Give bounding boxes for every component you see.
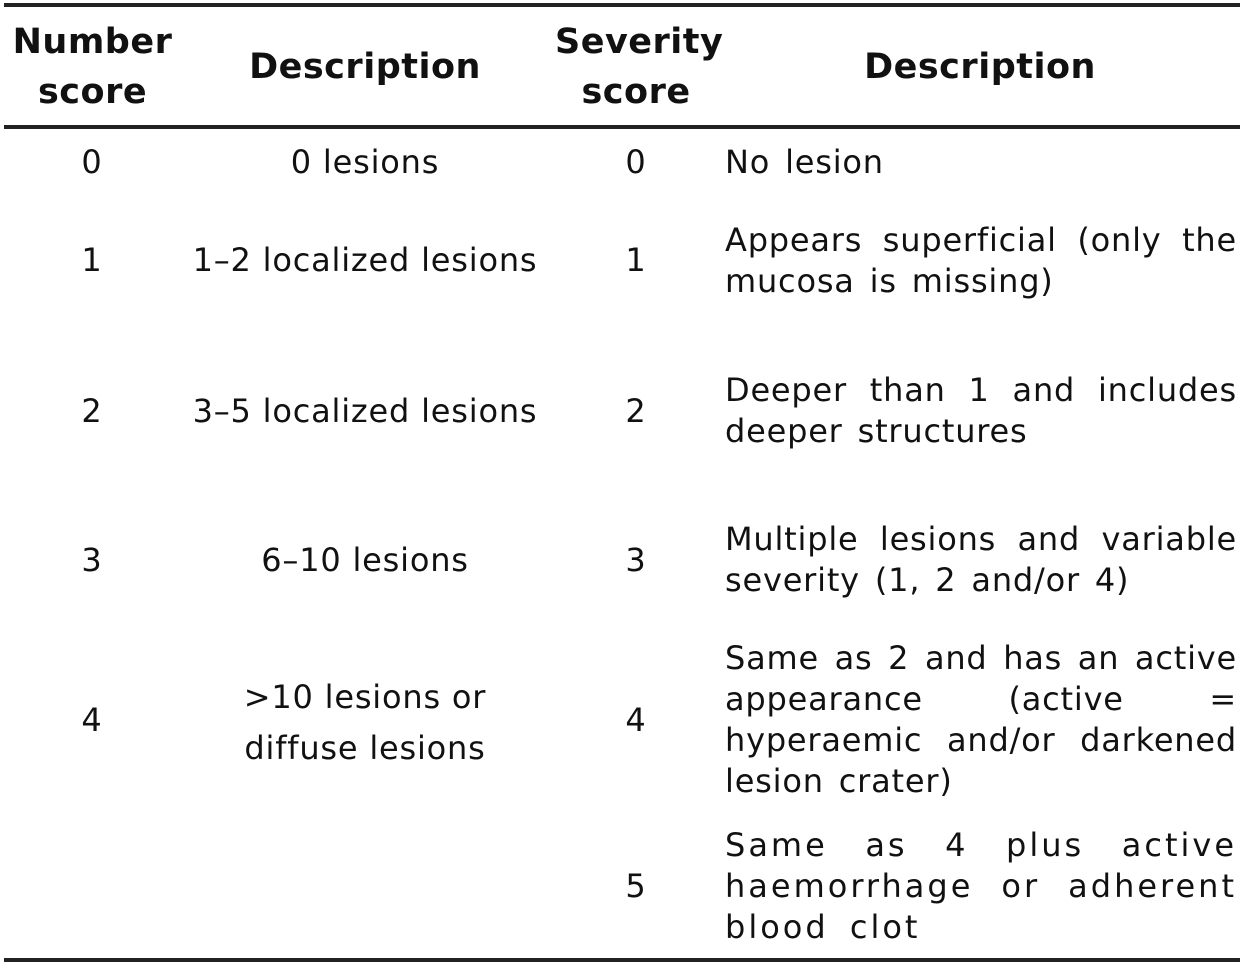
header-number-score: Number score bbox=[12, 22, 173, 112]
severity-description-cell: No lesion bbox=[725, 143, 884, 181]
severity-score-cell: 5 bbox=[625, 867, 647, 905]
number-score-cell: 0 bbox=[81, 143, 103, 181]
header-description-1: Description bbox=[249, 47, 481, 87]
number-score-cell: 1 bbox=[81, 241, 103, 279]
number-description-cell: 0 lesions bbox=[290, 143, 440, 181]
severity-score-cell: 2 bbox=[625, 392, 647, 430]
header-severity-score: Severity score bbox=[555, 22, 724, 112]
severity-score-cell: 4 bbox=[625, 701, 647, 739]
severity-score-cell: 0 bbox=[625, 143, 647, 181]
number-score-cell: 3 bbox=[81, 541, 103, 579]
severity-score-cell: 3 bbox=[625, 541, 647, 579]
number-description-cell: 6–10 lesions bbox=[261, 541, 469, 579]
table-top-rule bbox=[4, 3, 1240, 7]
severity-description-cell: Appears superficial (only the mucosa is missing) bbox=[725, 221, 1237, 300]
number-description-cell: 1–2 localized lesions bbox=[192, 241, 538, 279]
number-score-cell: 4 bbox=[81, 701, 103, 739]
table-bottom-rule bbox=[4, 958, 1240, 962]
header-bottom-rule bbox=[4, 125, 1240, 129]
severity-description-cell: Deeper than 1 and includes deeper structures bbox=[725, 371, 1237, 450]
severity-description-cell: Same as 4 plus active haemorrhage or adherent blood clot bbox=[725, 826, 1237, 946]
number-score-cell: 2 bbox=[81, 392, 103, 430]
number-description-cell: 3–5 localized lesions bbox=[192, 392, 538, 430]
severity-score-cell: 1 bbox=[625, 241, 647, 279]
number-description-cell: >10 lesions or diffuse lesions bbox=[243, 678, 487, 767]
severity-description-cell: Multiple lesions and variable severity (1, 2 and/or 4) bbox=[725, 520, 1237, 599]
header-description-2: Description bbox=[864, 47, 1096, 87]
severity-description-cell: Same as 2 and has an active appearance (active = hyperaemic and/or darkened lesion crater) bbox=[725, 639, 1237, 800]
